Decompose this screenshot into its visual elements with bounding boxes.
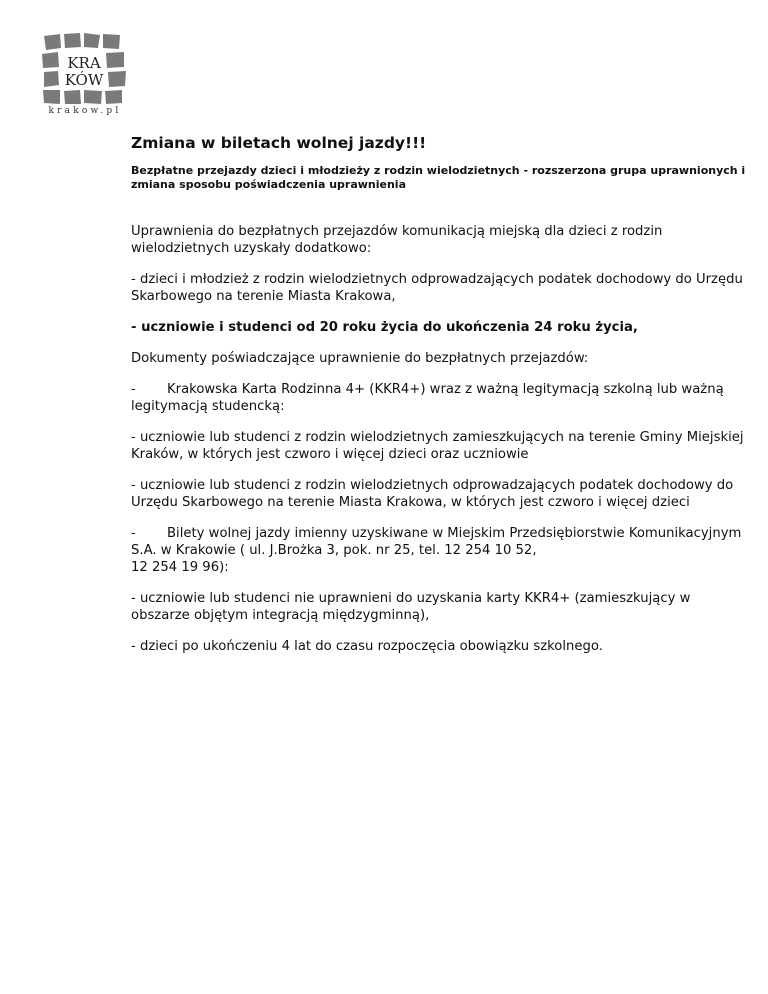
- document-subtitle: Bezpłatne przejazdy dzieci i młodzieży z rodzin wielodzietnych - rozszerzona grupa uprawnionych i zmiana sposobu poświadczenia uprawnienia: [131, 164, 746, 191]
- paragraph-item-tax: - dzieci i młodzież z rodzin wielodzietnych odprowadzających podatek dochodowy do Urzędu Skarbowego na terenie Miasta Krakowa,: [131, 272, 743, 304]
- paragraph-mpk-tickets-text: Bilety wolnej jazdy imienny uzyskiwane w Miejskim Przedsiębiorstwie Komunikacyjnym S.A. w Krakowie ( ul. J.Brożka 3, pok. nr 25, tel. 12 254 10 52,: [131, 526, 742, 558]
- paragraph-item-not-eligible: - uczniowie lub studenci nie uprawnieni do uzyskania karty KKR4+ (zamieszkujący w obszarze objętym integracją międzygminną),: [131, 591, 691, 623]
- paragraph-item-taxpayers: - uczniowie lub studenci z rodzin wielodzietnych odprowadzających podatek dochodowy do Urzędu Skarbowego na terenie Miasta Krakowa, w których jest czworo i więcej dzieci: [131, 478, 734, 510]
- document-title: Zmiana w biletach wolnej jazdy!!!: [131, 134, 427, 152]
- paragraph-kkr-card: [131, 381, 746, 415]
- paragraph-item-preschool: - dzieci po ukończeniu 4 lat do czasu rozpoczęcia obowiązku szkolnego.: [131, 639, 603, 654]
- logo-text-line2: KÓW: [64, 71, 104, 89]
- list-dash: -: [131, 382, 136, 397]
- paragraph-documents-heading: Dokumenty poświadczające uprawnienie do bezpłatnych przejazdów:: [131, 351, 589, 366]
- paragraph-kkr-card-text: Krakowska Karta Rodzinna 4+ (KKR4+) wraz z ważną legitymacją szkolną lub ważną legitymacją studencką:: [131, 382, 724, 414]
- paragraph-mpk-tickets: [131, 525, 746, 576]
- krakow-logo-mark: [40, 30, 130, 106]
- document-body: [131, 132, 746, 655]
- paragraph-item-residents: - uczniowie lub studenci z rodzin wielodzietnych zamieszkujących na terenie Gminy Miejskiej Kraków, w których jest czworo i więcej dzieci oraz uczniowie: [131, 430, 744, 462]
- paragraph-item-age: - uczniowie i studenci od 20 roku życia do ukończenia 24 roku życia,: [131, 320, 638, 335]
- paragraph-intro: Uprawnienia do bezpłatnych przejazdów komunikacją miejską dla dzieci z rodzin wielodzietnych uzyskały dodatkowo:: [131, 224, 663, 256]
- logo-text-line1: KRA: [67, 54, 101, 72]
- krakow-logo: [40, 30, 130, 122]
- paragraph-mpk-phone: 12 254 19 96):: [131, 560, 229, 575]
- list-dash: -: [131, 526, 136, 541]
- logo-caption: krakow.pl: [48, 106, 122, 116]
